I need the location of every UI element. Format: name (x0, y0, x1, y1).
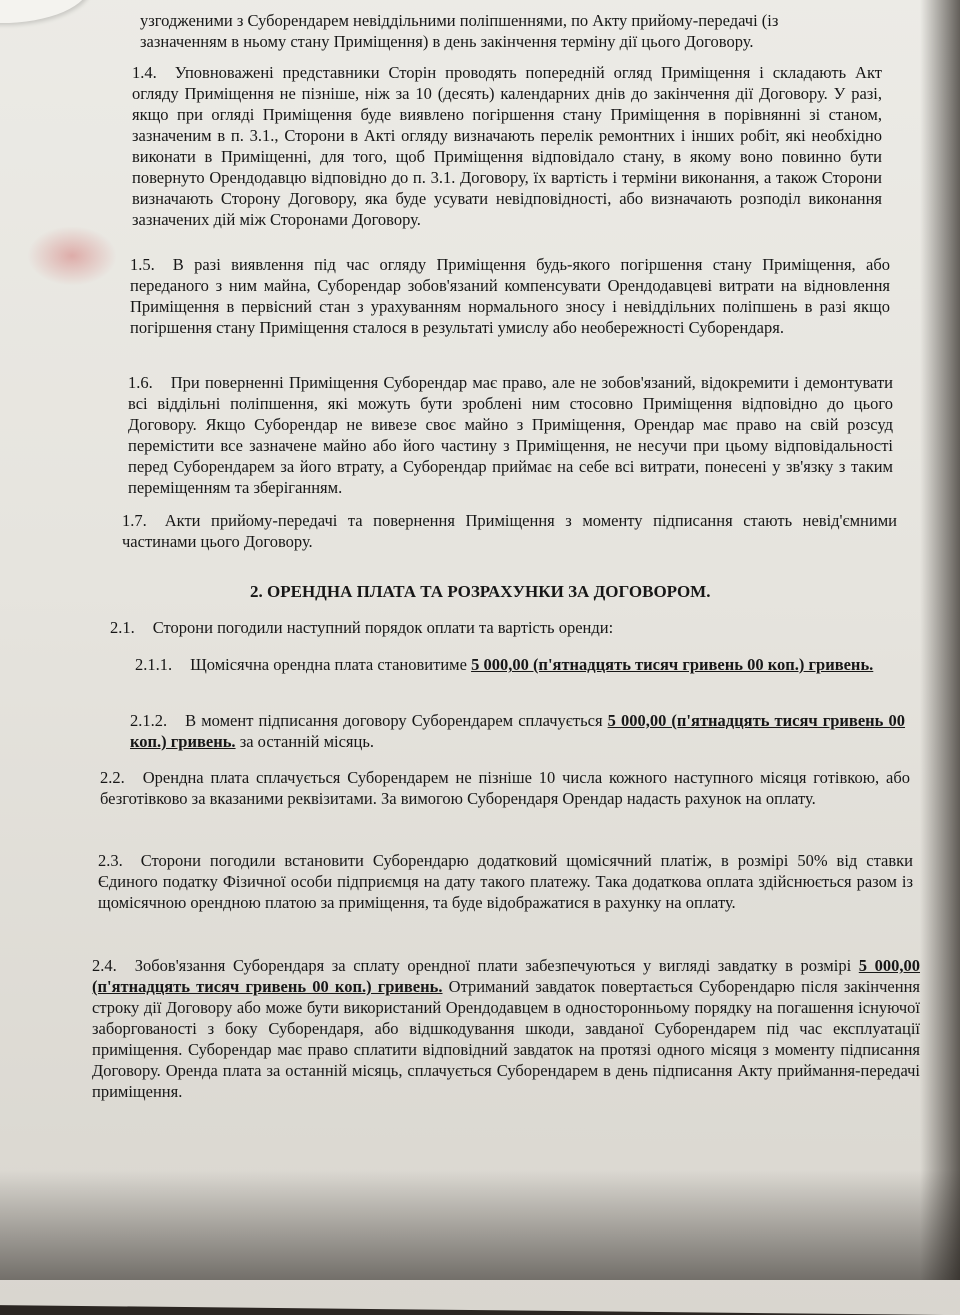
clause-text: Сторони погодили встановити Суборендарю додатковий щомісячний платіж, в розмірі 50% від ставки Єдиного податку Фізичної особи підприємця на дату такого платежу. Така додаткова оплата здійснюється разом із щомісячною орендною платою за приміщення, та буде відображатися в рахунку на оплату. (98, 851, 913, 912)
deposit-amount: 5 000,00 (п'ятнадцять тисяч гривень 00 коп.) гривень. (92, 956, 921, 996)
clause-text: Уповноважені представники Сторін проводять попередній огляд Приміщення і складають Акт огляду Приміщення не пізніше, ніж за 10 (десять) календарних днів до закінчення дії Договору. У разі, якщо при огляді Приміщення буде виявлено погіршення стану Приміщення в порівнянні зі станом, зазначеним в п. 3.1., Сторони в Акті огляду визначають перелік ремонтних і інших робіт, які необхідно виконати в Приміщенні, для того, щоб Приміщення відповідало стану, в якому воно повинно бути повернуто Орендодавцю відповідно до п. 3.1. Договору, їх вартість і терміни виконання, а також Сторони визначають Сторону Договору, яка буде усувати невідповідності, або визначають розподіл виконання зазначених дій між Сторонами Договору. (132, 63, 882, 229)
clause-text: В разі виявлення під час огляду Приміщення будь-якого погіршення стану Приміщення, або переданого з ним майна, Суборендар зобов'язаний компенсувати Орендодавцеві витрати на відновлення Приміщення в первісний стан з урахуванням нормального зносу і невіддільних поліпшень в разі якщо погіршення стану Приміщення сталося в результаті умислу або необережності Суборендаря. (130, 255, 890, 337)
clause-2-4 (92, 955, 920, 1102)
clause-number: 2.1. (110, 618, 135, 637)
clause-number: 2.1.1. (135, 655, 173, 674)
section-2-heading: 2. ОРЕНДНА ПЛАТА ТА РОЗРАХУНКИ ЗА ДОГОВОРОМ. (250, 582, 711, 601)
clause-text-continued: Отриманий завдаток повертається Суборендарю після закінчення строку дії Договору або може бути використаний Орендодавцем в односторонньому порядку на погашення існуючої заборгованості з боку Суборендаря, або відшкодування шкоди, завданої Суборендарем під час експлуатації приміщення. Суборендар має право сплатити відповідний завдаток на протязі одного місяця з моменту підписання Договору. Оренда плата за останній місяць, сплачується Суборендарем в день підписання Акту приймання-передачі приміщення. (92, 977, 921, 1101)
prepayment-amount: 5 000,00 (п'ятнадцять тисяч гривень 00 коп.) гривень. (130, 711, 905, 751)
clause-2-3 (98, 850, 913, 913)
clause-tail: за останній місяць. (235, 732, 374, 751)
clause-text: Акти прийому-передачі та повернення Приміщення з моменту підписання стають невід'ємними частинами цього Договору. (122, 511, 897, 551)
red-ink-mark (27, 225, 118, 286)
clause-number: 1.4. (132, 63, 157, 82)
clause-1-6 (128, 372, 893, 498)
right-edge-shadow (920, 0, 960, 1280)
clause-number: 2.1.2. (130, 711, 168, 730)
clause-2-2 (100, 767, 910, 809)
intro-line-2: зазначенням в ньому стану Приміщення) в день закінчення терміну дії цього Договору. (140, 32, 754, 51)
clause-text: При поверненні Приміщення Суборендар має право, але не зобов'язаний, відокремити і демонтувати всі віддільні поліпшення, які можуть бути зроблені ним стосовно Приміщення відповідно до цього Договору. Якщо Суборендар не вивезе своє майно з Приміщення, Орендар має право на свій розсуд перемістити все зазначене майно або його частину з Приміщення, не несучи при цьому відповідальності перед Суборендарем за його втрату, а Суборендар приймає на себе всі витрати, понесені у зв'язку з таким переміщенням та зберіганням. (128, 373, 893, 497)
intro-paragraph (140, 10, 900, 52)
clause-text: Зобов'язання Суборендаря за сплату орендної плати забезпечуються у вигляді завдатку в розмірі (134, 956, 859, 975)
clause-2-1-2 (130, 710, 905, 752)
rent-amount: 5 000,00 (п'ятнадцять тисяч гривень 00 коп.) гривень. (471, 655, 874, 674)
clause-number: 2.2. (100, 768, 125, 787)
clause-2-1-1 (135, 654, 900, 675)
clause-number: 2.3. (98, 851, 123, 870)
clause-2-1 (110, 617, 890, 638)
folded-corner (0, 0, 90, 24)
clause-1-4 (132, 62, 882, 230)
clause-number: 1.7. (122, 511, 147, 530)
clause-text: В момент підписання договору Суборендарем сплачується (185, 711, 608, 730)
clause-1-5 (130, 254, 890, 338)
clause-number: 2.4. (92, 956, 117, 975)
bottom-shadow (0, 1170, 960, 1280)
clause-text: Щомісячна орендна плата становитиме (190, 655, 472, 674)
clause-text: Орендна плата сплачується Суборендарем не пізніше 10 числа кожного наступного місяця готівкою, або безготівково за вказаними реквізитами. За вимогою Суборендаря Орендар надасть рахунок на оплату. (100, 768, 910, 808)
clause-1-7 (122, 510, 897, 552)
clause-text: Сторони погодили наступний порядок оплати та вартість оренди: (152, 618, 614, 637)
clause-number: 1.6. (128, 373, 153, 392)
intro-line-1: узгодженими з Суборендарем невіддільними поліпшеннями, по Акту прийому-передачі (із (140, 11, 779, 30)
clause-number: 1.5. (130, 255, 155, 274)
